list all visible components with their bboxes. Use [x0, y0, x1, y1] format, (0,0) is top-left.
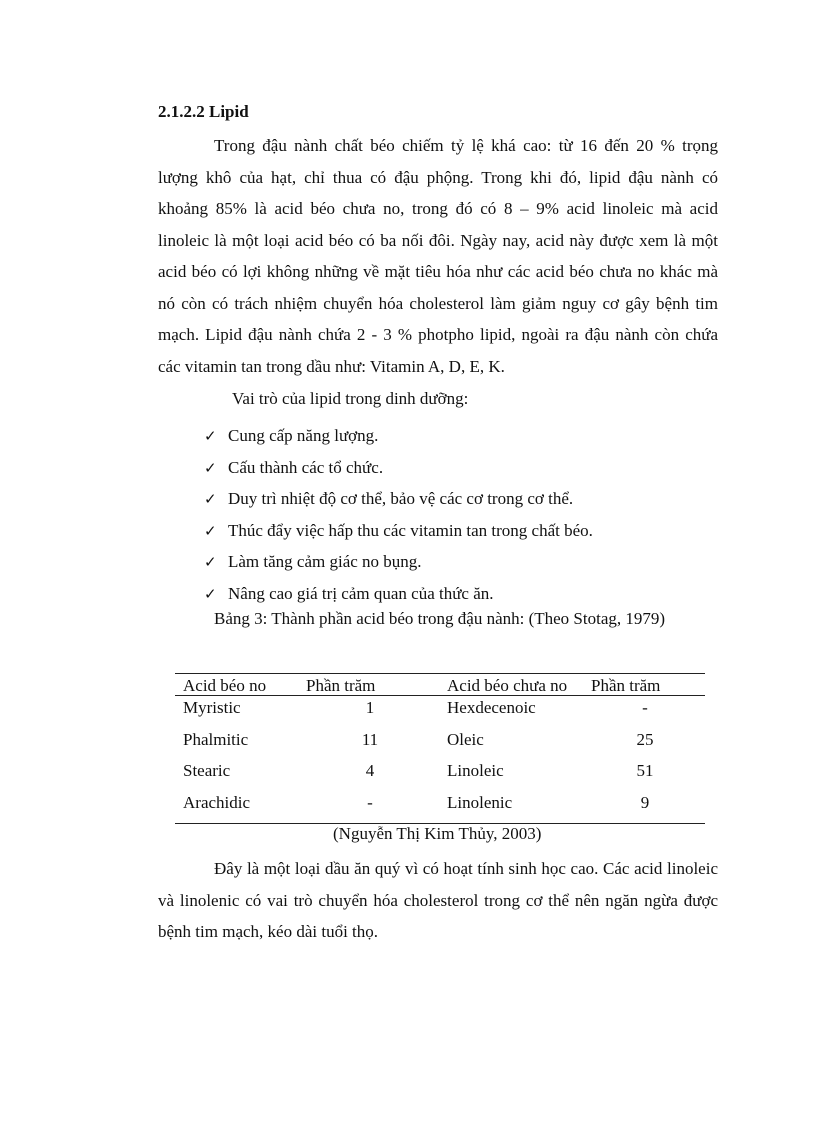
table-cell: Oleic	[447, 730, 484, 749]
paragraph-line: Đây là một loại dầu ăn quý vì có hoạt tính sinh học cao. Các acid linoleic	[214, 859, 718, 878]
list-item	[204, 452, 593, 484]
table-header-cell: Acid béo no	[183, 676, 267, 695]
table-cell: Arachidic	[183, 793, 251, 812]
table-cell: 51	[636, 761, 654, 780]
conclusion-paragraph	[158, 853, 718, 948]
checkmark-icon: ✓	[204, 555, 217, 571]
list-item	[204, 483, 593, 515]
list-item-text: Cung cấp năng lượng.	[228, 426, 379, 445]
paragraph-line: acid béo có lợi không những về mặt tiêu hóa như các acid béo chưa no khác mà	[158, 262, 718, 281]
paragraph-line: và linolenic có vai trò chuyển hóa cholesterol trong cơ thể nên ngăn ngừa được	[158, 890, 718, 910]
paragraph-line: mạch. Lipid đậu nành chứa 2 - 3 % photpho lipid, ngoài ra đậu nành còn chứa	[158, 325, 718, 344]
table-top-rule	[175, 673, 705, 674]
table-header-cell: Phần trăm	[306, 676, 376, 695]
table-cell: -	[367, 793, 373, 812]
list-item-text: Duy trì nhiệt độ cơ thể, bảo vệ các cơ trong cơ thể.	[228, 489, 574, 508]
table-cell: 11	[361, 730, 379, 749]
paragraph-line: lượng khô của hạt, chỉ thua có đậu phộng. Trong khi đó, lipid đậu nành có	[158, 167, 718, 187]
table-cell: Linoleic	[447, 761, 504, 780]
paragraph-line: các vitamin tan trong dầu như: Vitamin A, D, E, K.	[158, 356, 505, 376]
section-heading: 2.1.2.2 Lipid	[158, 102, 249, 121]
checkmark-icon: ✓	[204, 523, 217, 540]
table-source: (Nguyễn Thị Kim Thủy, 2003)	[333, 824, 542, 843]
table-cell: 25	[636, 730, 654, 749]
list-item-text: Làm tăng cảm giác no bụng.	[228, 552, 422, 571]
list-item	[204, 420, 593, 452]
paragraph-line: Trong đậu nành chất béo chiếm tỷ lệ khá cao: từ 16 đến 20 % trọng	[214, 136, 718, 155]
list-item-text: Cấu thành các tổ chức.	[228, 457, 384, 477]
table-cell: Myristic	[183, 698, 241, 717]
paragraph-line: bệnh tim mạch, kéo dài tuổi thọ.	[158, 922, 379, 941]
checkmark-icon: ✓	[204, 429, 217, 445]
list-item-text: Thúc đẩy việc hấp thu các vitamin tan trong chất béo.	[228, 520, 593, 540]
table-cell: 1	[365, 698, 375, 717]
paragraph-line: khoảng 85% là acid béo chưa no, trong đó có 8 – 9% acid linoleic mà acid	[158, 199, 718, 218]
paragraph-line: linoleic là một loại acid béo có ba nối đôi. Ngày nay, acid này được xem là một	[158, 230, 718, 250]
table-caption: Bảng 3: Thành phần acid béo trong đậu nành: (Theo Stotag, 1979)	[214, 609, 666, 628]
table-header-cell: Phần trăm	[591, 676, 661, 695]
table-header-cell: Acid béo chưa no	[447, 676, 568, 695]
paragraph-line: nó còn có trách nhiệm chuyển hóa cholesterol làm giảm nguy cơ gây bệnh tim	[158, 293, 718, 313]
list-item	[204, 546, 593, 578]
checkmark-icon: ✓	[204, 586, 217, 603]
checkmark-icon: ✓	[204, 492, 217, 508]
table-cell: Phalmitic	[183, 730, 249, 749]
table-cell: Linolenic	[447, 793, 513, 812]
list-item	[204, 515, 593, 547]
table-cell: 9	[640, 793, 650, 812]
lipid-paragraph	[158, 130, 718, 382]
list-item-text: Nâng cao giá trị cảm quan của thức ăn.	[228, 583, 494, 603]
list-item	[204, 578, 593, 610]
table-cell: 4	[365, 761, 375, 780]
roles-intro: Vai trò của lipid trong dinh dưỡng:	[232, 389, 469, 408]
table-cell: -	[642, 698, 648, 717]
roles-checklist	[204, 420, 593, 609]
checkmark-icon: ✓	[204, 460, 217, 477]
table-cell: Hexdecenoic	[447, 698, 536, 717]
table-cell: Stearic	[183, 761, 231, 780]
